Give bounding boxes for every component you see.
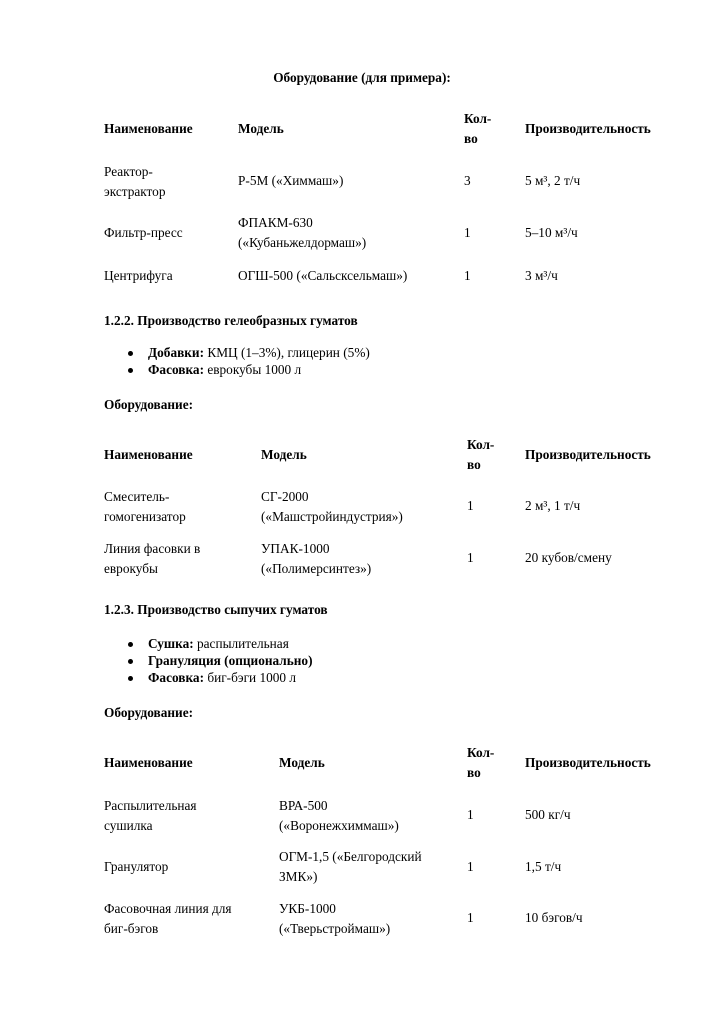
header-qty: Кол- во — [467, 437, 495, 472]
page-heading: Оборудование (для примера): — [273, 70, 451, 85]
table-row-name: Центрифуга — [104, 268, 173, 283]
table-row-model: ФПАКМ-630 («Кубаньжелдормаш») — [238, 215, 367, 250]
list-item: Фасовка: биг-бэги 1000 л — [104, 669, 313, 686]
list-item: Фасовка: еврокубы 1000 л — [104, 361, 370, 378]
equipment-label-bulk: Оборудование: — [104, 705, 194, 720]
table-row-qty: 1 — [467, 910, 474, 925]
header-performance: Производительность — [525, 755, 651, 770]
table-row-qty: 3 — [464, 173, 471, 188]
table-row-performance: 20 кубов/смену — [525, 550, 612, 565]
table-row-name: Фасовочная линия для биг-бэгов — [104, 901, 232, 936]
gel-bullet-list — [104, 344, 370, 378]
header-name: Наименование — [104, 755, 193, 770]
table-row-performance: 3 м³/ч — [525, 268, 558, 283]
list-item: Добавки: КМЦ (1–3%), глицерин (5%) — [104, 344, 370, 361]
header-model: Модель — [238, 121, 284, 136]
header-qty: Кол- во — [464, 111, 492, 146]
header-model: Модель — [261, 447, 307, 462]
header-name: Наименование — [104, 121, 193, 136]
table-row-name: Фильтр-пресс — [104, 225, 183, 240]
list-item: Сушка: распылительная — [104, 635, 313, 652]
table-row-performance: 500 кг/ч — [525, 807, 571, 822]
bulk-bullet-list — [104, 635, 313, 686]
table-row-model: СГ-2000 («Машстройиндустрия») — [261, 489, 403, 524]
table-row-name: Распылительная сушилка — [104, 798, 197, 833]
header-model: Модель — [279, 755, 325, 770]
table-row-performance: 10 бэгов/ч — [525, 910, 583, 925]
table-row-model: ОГМ-1,5 («Белгородский ЗМК») — [279, 849, 422, 884]
table-row-qty: 1 — [467, 498, 474, 513]
table-row-qty: 1 — [467, 859, 474, 874]
table-row-name: Гранулятор — [104, 859, 169, 874]
table-row-name: Смеситель- гомогенизатор — [104, 489, 186, 524]
table-row-qty: 1 — [467, 550, 474, 565]
table-row-model: ОГШ-500 («Сальсксельмаш») — [238, 268, 408, 283]
table-row-qty: 1 — [464, 225, 471, 240]
equipment-label-gel: Оборудование: — [104, 397, 194, 412]
table-row-performance: 2 м³, 1 т/ч — [525, 498, 581, 513]
header-qty: Кол- во — [467, 745, 495, 780]
header-performance: Производительность — [525, 447, 651, 462]
table-row-name: Линия фасовки в еврокубы — [104, 541, 201, 576]
table-row-performance: 5 м³, 2 т/ч — [525, 173, 581, 188]
table-row-name: Реактор- экстрактор — [104, 164, 166, 199]
table-row-qty: 1 — [464, 268, 471, 283]
header-performance: Производительность — [525, 121, 651, 136]
table-row-model: Р-5М («Химмаш») — [238, 173, 344, 188]
list-item: Грануляция (опционально) — [104, 652, 313, 669]
table-row-qty: 1 — [467, 807, 474, 822]
header-name: Наименование — [104, 447, 193, 462]
table-row-model: УКБ-1000 («Тверьстроймаш») — [279, 901, 391, 936]
section-title-bulk: 1.2.3. Производство сыпучих гуматов — [104, 602, 328, 617]
section-title-gel: 1.2.2. Производство гелеобразных гуматов — [104, 313, 358, 328]
table-row-model: УПАК-1000 («Полимерсинтез») — [261, 541, 372, 576]
table-row-performance: 1,5 т/ч — [525, 859, 562, 874]
table-row-performance: 5–10 м³/ч — [525, 225, 578, 240]
table-row-model: ВРА-500 («Воронежхиммаш») — [279, 798, 399, 833]
